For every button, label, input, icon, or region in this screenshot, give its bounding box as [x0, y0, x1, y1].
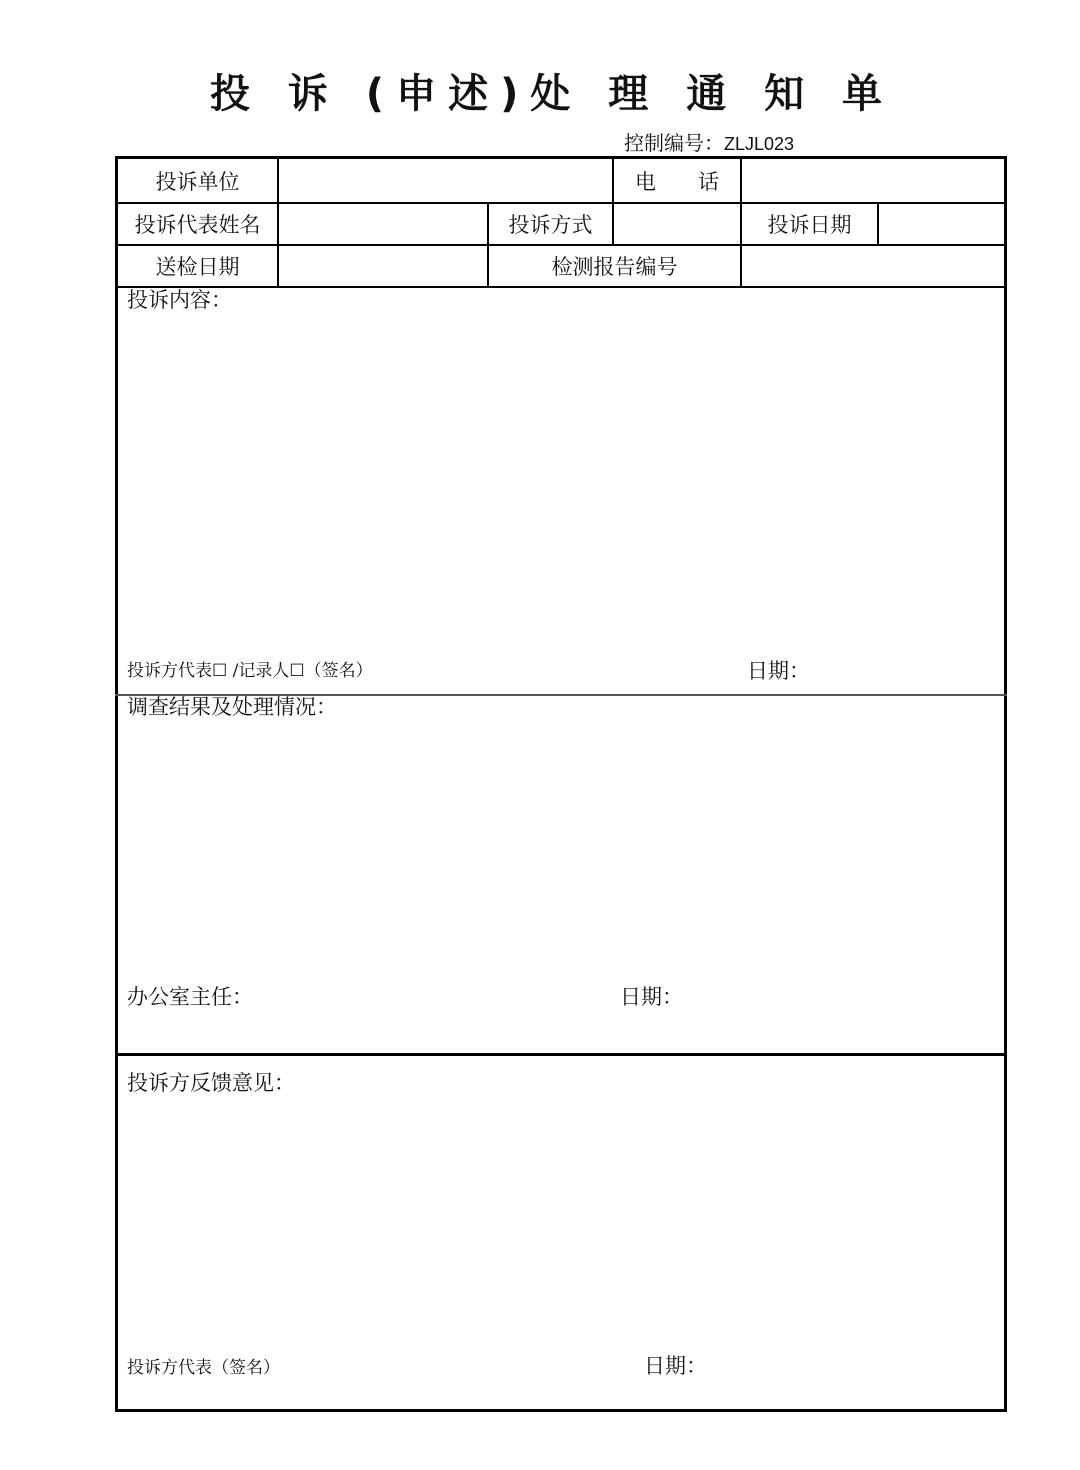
office-director-label: 办公室主任： — [127, 985, 253, 1009]
method-label: 投诉方式 — [508, 213, 593, 237]
feedback-date-label: 日期： — [644, 1354, 707, 1378]
phone-field[interactable] — [742, 159, 1004, 202]
complaint-unit-label: 投诉单位 — [155, 169, 240, 194]
section-divider — [115, 1053, 1007, 1056]
report-no-label: 检测报告编号 — [551, 255, 678, 279]
complaint-date-label-cell — [742, 204, 877, 244]
inspection-date-label-cell — [118, 246, 277, 286]
report-no-label-cell — [489, 246, 740, 286]
feedback-heading: 投诉方反馈意见： — [127, 1071, 295, 1095]
investigation-heading: 调查结果及处理情况： — [127, 695, 337, 719]
investigation-date-label: 日期： — [620, 985, 683, 1009]
feedback-signature-label: 投诉方代表（签名） — [127, 1358, 280, 1378]
complaint-unit-label-cell — [118, 159, 277, 202]
control-number-value: ZLJL023 — [724, 134, 795, 154]
complaint-content-heading: 投诉内容： — [127, 288, 232, 312]
method-label-cell — [489, 204, 612, 244]
complaint-date-sign-label: 日期： — [747, 659, 810, 683]
rep-name-label: 投诉代表姓名 — [134, 213, 261, 237]
control-number — [624, 129, 794, 157]
row-divider — [115, 286, 1007, 288]
form-title: 投 诉 (申述)处 理 通 知 单 — [209, 71, 895, 117]
method-field[interactable] — [614, 204, 740, 244]
inspection-date-field[interactable] — [279, 246, 487, 286]
control-number-label: 控制编号： — [624, 131, 724, 155]
phone-label: 电 话 — [635, 169, 719, 194]
complaint-content-field[interactable] — [122, 318, 1000, 648]
complaint-unit-field[interactable] — [279, 159, 612, 202]
rep-name-field[interactable] — [279, 204, 487, 244]
rep-name-label-cell — [118, 204, 277, 244]
inspection-date-label: 送检日期 — [155, 255, 240, 279]
complaint-signature-label: 投诉方代表☐ /记录人☐（签名） — [127, 661, 373, 681]
feedback-content-field[interactable] — [122, 1102, 1000, 1342]
complaint-date-label: 投诉日期 — [767, 213, 852, 237]
complaint-date-field[interactable] — [879, 204, 1004, 244]
investigation-content-field[interactable] — [122, 726, 1000, 976]
report-no-field[interactable] — [742, 246, 1004, 286]
phone-label-cell — [614, 159, 740, 202]
